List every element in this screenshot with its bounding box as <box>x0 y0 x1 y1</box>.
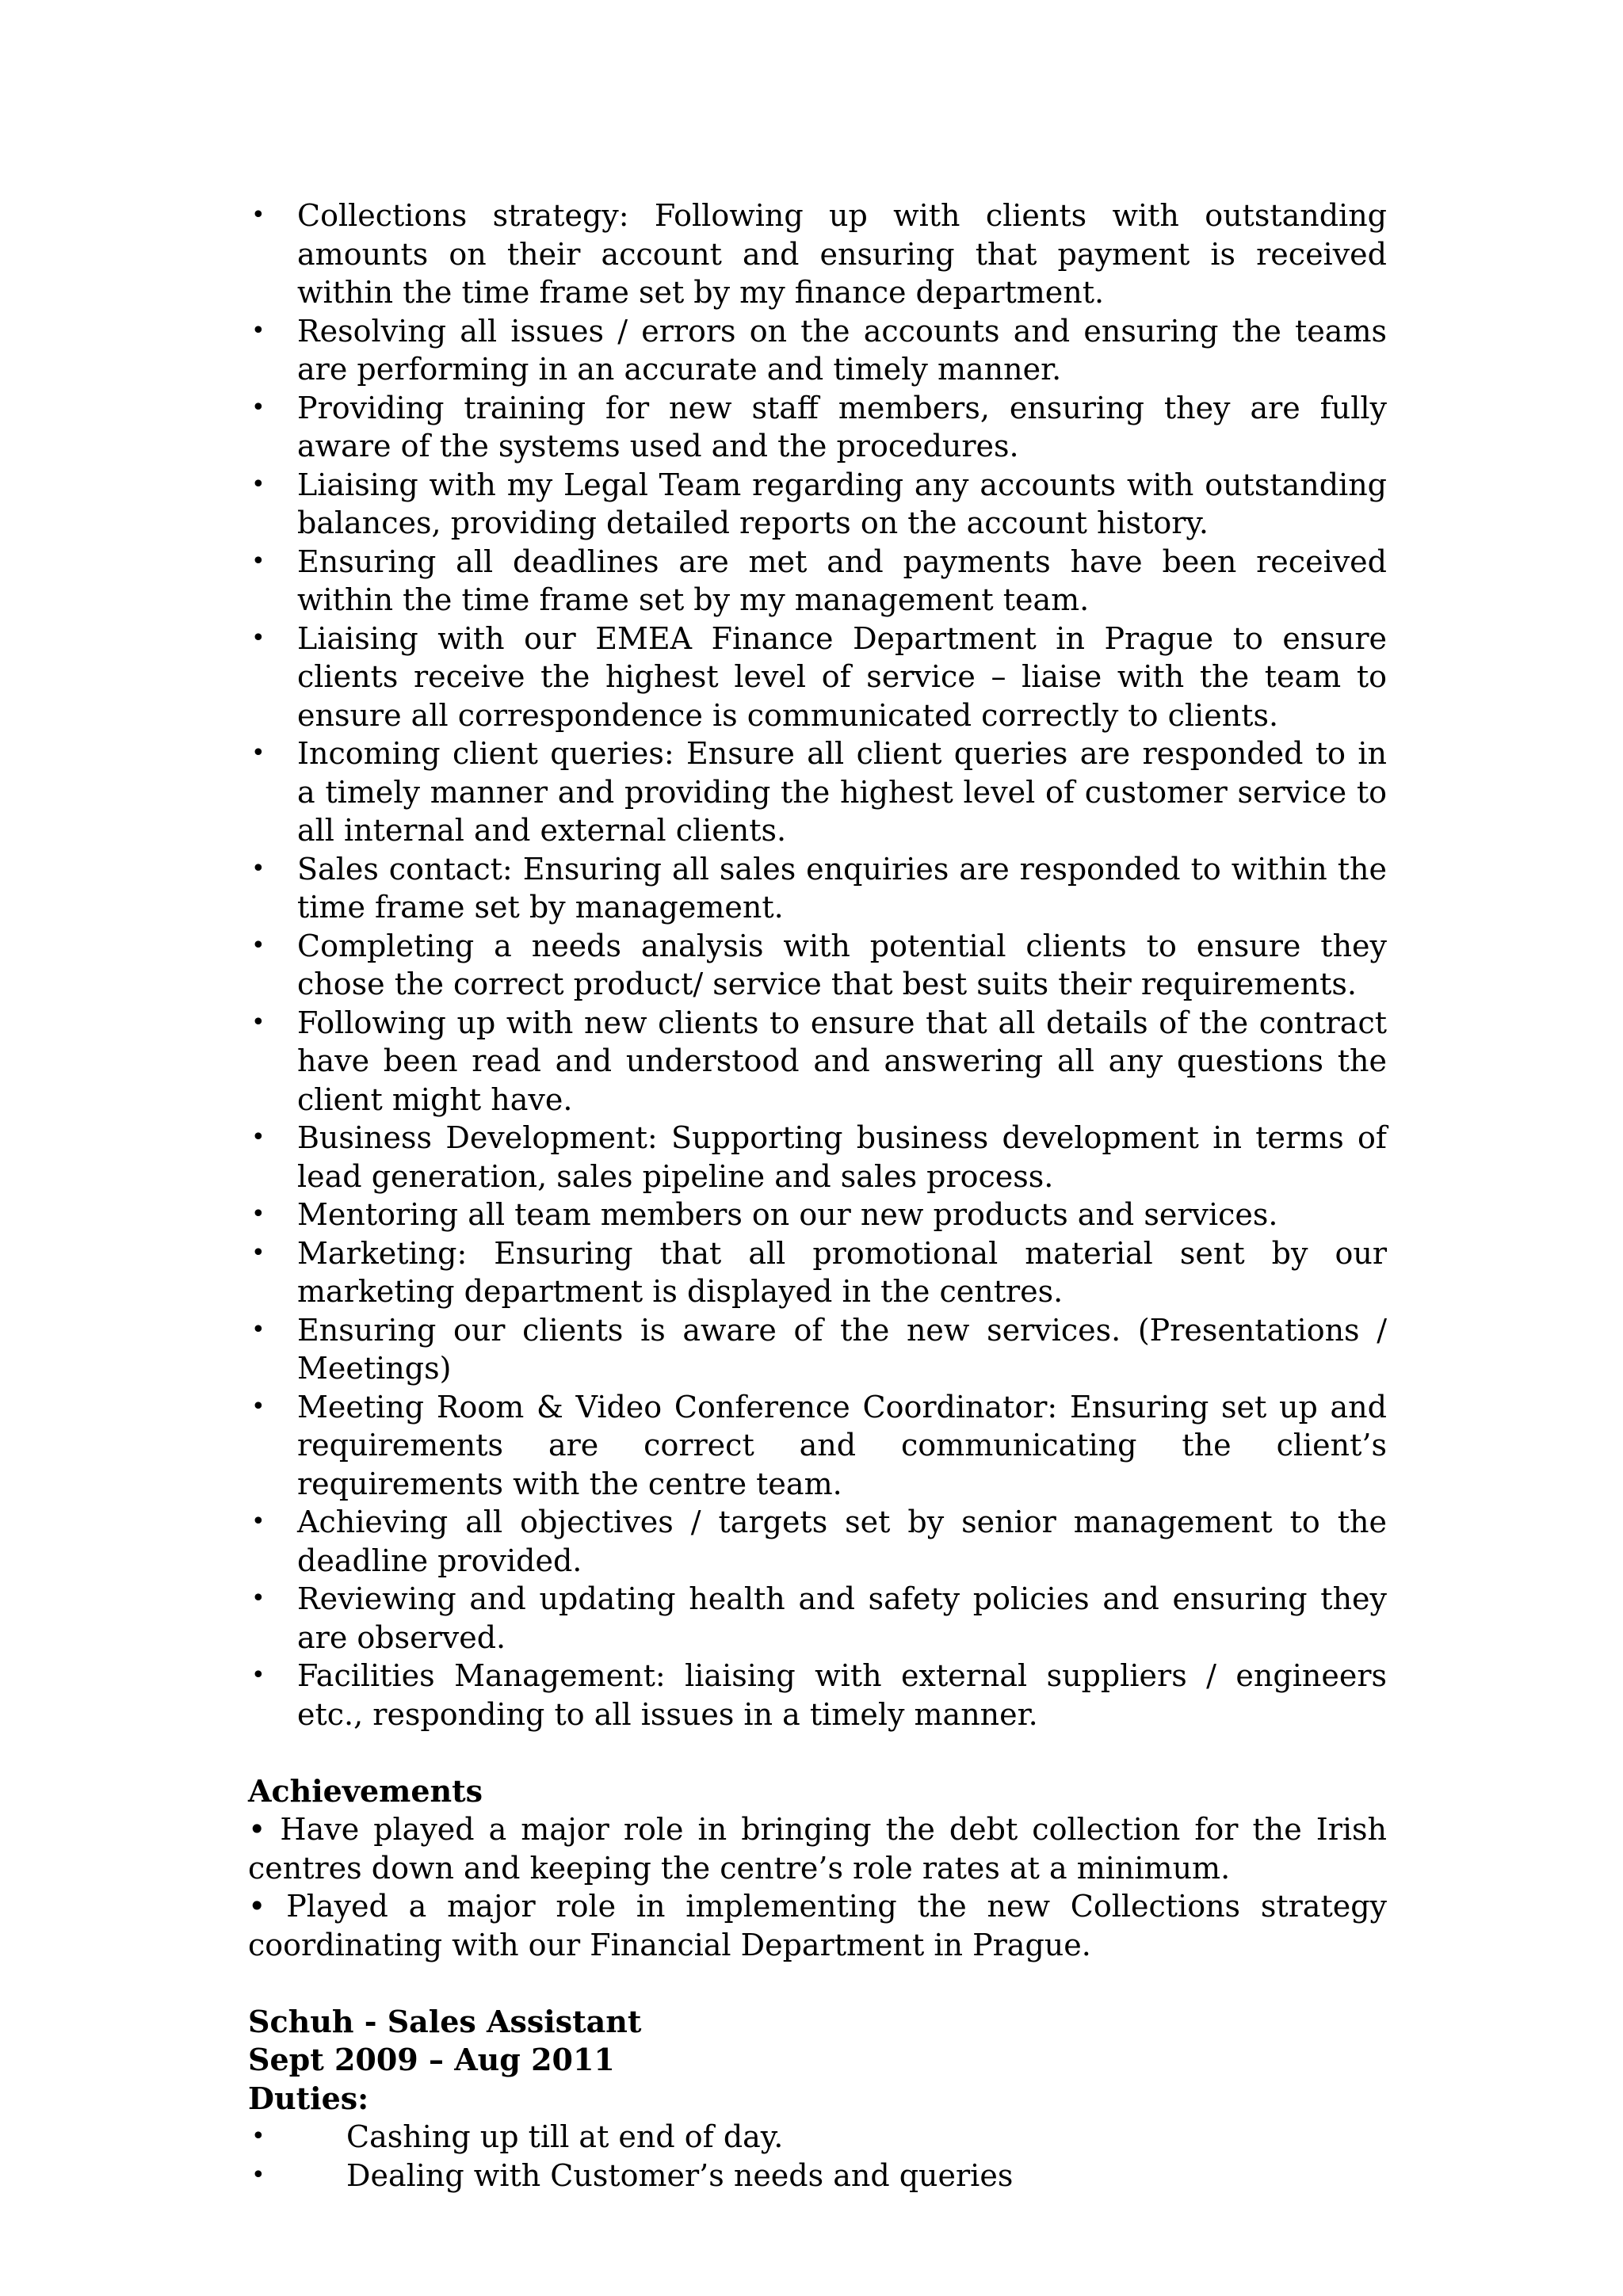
list-item <box>248 620 1387 735</box>
bullet-icon: • <box>251 739 265 767</box>
list-item <box>248 1657 1387 1733</box>
list-item <box>248 2118 1387 2157</box>
duty-text: Liaising with our EMEA Finance Department in Prague to ensure clients receive the highest level of service – liaise with the team to ensure all correspondence is communicated correctly to clients. <box>297 620 1387 733</box>
duty-text: Ensuring all deadlines are met and payments have been received within the time frame set by my management team. <box>297 543 1387 617</box>
job-section <box>248 2003 1387 2195</box>
list-item <box>248 543 1387 620</box>
duty-text: Cashing up till at end of day. <box>346 2119 784 2154</box>
duty-text: Mentoring all team members on our new products and services. <box>297 1197 1278 1232</box>
list-item <box>248 927 1387 1004</box>
duty-text: Achieving all objectives / targets set by senior management to the deadline provided. <box>297 1505 1387 1578</box>
duty-text: Providing training for new staff members, ensuring they are fully aware of the systems used and the procedures. <box>297 390 1387 463</box>
bullet-icon: • <box>251 854 265 883</box>
list-item <box>248 1311 1387 1388</box>
bullet-icon: • <box>251 316 265 345</box>
duty-text: Ensuring our clients is aware of the new services. (Presentations / Meetings) <box>297 1312 1387 1386</box>
list-item <box>248 1234 1387 1311</box>
bullet-icon: • <box>251 393 265 421</box>
duty-text: Reviewing and updating health and safety policies and ensuring they are observed. <box>297 1581 1387 1655</box>
job-duties-list <box>248 2118 1387 2195</box>
bullet-icon: • <box>251 931 265 959</box>
achievement-item: • Played a major role in implementing the new Collections strategy coordinating with our Financial Department in Prague. <box>248 1889 1387 1962</box>
achievements-heading: Achievements <box>248 1772 483 1809</box>
duty-text: Following up with new clients to ensure that all details of the contract have been read and understood and answering all any questions the client might have. <box>297 1005 1387 1117</box>
bullet-icon: • <box>251 1661 265 1689</box>
duty-text: Meeting Room & Video Conference Coordinator: Ensuring set up and requirements are correct and communicating the client’s requirements with the centre team. <box>297 1389 1387 1501</box>
duty-text: Liaising with my Legal Team regarding any accounts with outstanding balances, providing detailed reports on the account history. <box>297 467 1387 540</box>
bullet-icon: • <box>251 2122 265 2150</box>
duty-text: Collections strategy: Following up with clients with outstanding amounts on their account and ensuring that payment is received within the time frame set by my finance department. <box>297 198 1387 310</box>
achievements-section <box>248 1772 1387 1965</box>
spacer <box>248 1964 1387 2003</box>
resume-page <box>248 196 1387 2195</box>
bullet-icon: • <box>251 1123 265 1151</box>
list-item <box>248 1004 1387 1119</box>
duty-text: Completing a needs analysis with potential clients to ensure they chose the correct product/ service that best suits their requirements. <box>297 928 1387 1001</box>
bullet-icon: • <box>251 201 265 229</box>
bullet-icon: • <box>251 470 265 498</box>
list-item <box>248 734 1387 850</box>
duties-list <box>248 196 1387 1733</box>
list-item <box>248 466 1387 543</box>
bullet-icon: • <box>251 1008 265 1036</box>
list-item <box>248 2157 1387 2195</box>
list-item <box>248 389 1387 466</box>
bullet-icon: • <box>251 1392 265 1421</box>
duty-text: Business Development: Supporting business development in terms of lead generation, sales pipeline and sales process. <box>297 1120 1387 1194</box>
bullet-icon: • <box>251 547 265 575</box>
duty-text: Sales contact: Ensuring all sales enquiries are responded to within the time frame set by management. <box>297 851 1387 925</box>
job-title: Schuh - Sales Assistant <box>248 2003 642 2039</box>
duty-text: Dealing with Customer’s needs and queries <box>346 2157 1014 2193</box>
duty-text: Facilities Management: liaising with external suppliers / engineers etc., responding to all issues in a timely manner. <box>297 1658 1387 1732</box>
bullet-icon: • <box>251 1315 265 1344</box>
list-item <box>248 1503 1387 1580</box>
list-item <box>248 1196 1387 1234</box>
bullet-icon: • <box>251 624 265 652</box>
list-item <box>248 850 1387 927</box>
job-dates: Sept 2009 – Aug 2011 <box>248 2042 615 2077</box>
duty-text: Resolving all issues / errors on the accounts and ensuring the teams are performing in an accurate and timely manner. <box>297 313 1387 387</box>
bullet-icon: • <box>251 1585 265 1612</box>
job-duties-heading: Duties: <box>248 2080 369 2116</box>
bullet-icon: • <box>251 1238 265 1267</box>
list-item <box>248 196 1387 312</box>
bullet-icon: • <box>251 2161 265 2189</box>
bullet-icon: • <box>251 1508 265 1535</box>
spacer <box>248 1733 1387 1772</box>
list-item <box>248 1580 1387 1657</box>
duty-text: Marketing: Ensuring that all promotional material sent by our marketing department is displayed in the centres. <box>297 1235 1387 1309</box>
list-item <box>248 1388 1387 1504</box>
duty-text: Incoming client queries: Ensure all client queries are responded to in a timely manner and providing the highest level of customer service to all internal and external clients. <box>297 736 1387 848</box>
list-item <box>248 312 1387 389</box>
achievement-item: • Have played a major role in bringing the debt collection for the Irish centres down and keeping the centre’s role rates at a minimum. <box>248 1812 1387 1886</box>
list-item <box>248 1119 1387 1196</box>
bullet-icon: • <box>251 1200 265 1228</box>
